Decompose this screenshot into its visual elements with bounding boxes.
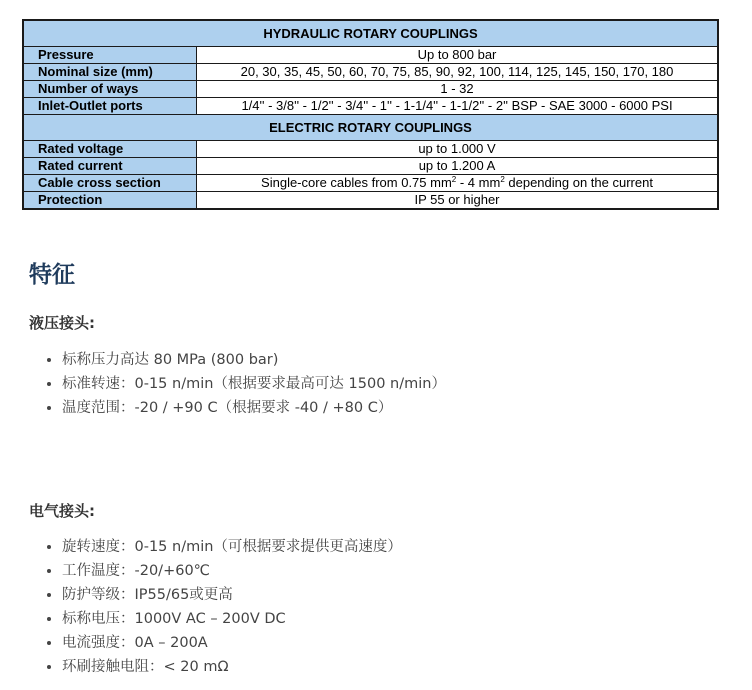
specifications-table [22,19,719,210]
table-row [23,141,718,158]
hydraulic-features-list [40,348,446,420]
row-label-nominal-size: Nominal size (mm) [23,64,197,81]
list-item: • 温度范围：-20 / +90 C（根据要求 -40 / +80 C） [62,396,446,420]
row-value-inlet-outlet-ports: 1/4'' - 3/8'' - 1/2'' - 3/4'' - 1'' - 1-1/4'' - 1-1/2'' - 2'' BSP - SAE 3000 - 6000 PSI [197,98,719,115]
cable-text-part3: depending on the current [504,175,653,190]
table-row [23,47,718,64]
hydraulic-section-header [23,20,718,47]
features-heading: 特征 [29,262,75,288]
row-label-rated-current: Rated current [23,158,197,175]
list-item: • 防护等级：IP55/65或更高 [62,583,402,607]
list-item: • 标准转速：0-15 n/min（根据要求最高可达 1500 n/min） [62,372,446,396]
list-item: • 电流强度：0A – 200A [62,631,402,655]
table-row [23,192,718,210]
hydraulic-features-title: 液压接头: [29,314,95,332]
hydraulic-section-title: HYDRAULIC ROTARY COUPLINGS [23,20,718,47]
list-item: • 标称电压：1000V AC – 200V DC [62,607,402,631]
cable-text-part2: - 4 mm [456,175,501,190]
electric-section-header [23,115,718,141]
table-row [23,98,718,115]
row-value-pressure: Up to 800 bar [197,47,719,64]
list-item: • 旋转速度：0-15 n/min（可根据要求提供更高速度） [62,535,402,559]
row-label-cable-cross-section: Cable cross section [23,175,197,192]
row-label-pressure: Pressure [23,47,197,64]
row-label-number-of-ways: Number of ways [23,81,197,98]
row-value-protection: IP 55 or higher [197,192,719,210]
row-value-number-of-ways: 1 - 32 [197,81,719,98]
row-value-rated-current: up to 1.200 A [197,158,719,175]
list-item: • 环刷接触电阻：< 20 mΩ [62,655,402,679]
table-row [23,158,718,175]
superscript-squared: 2 [451,175,457,184]
table-row [23,81,718,98]
row-label-inlet-outlet-ports: Inlet-Outlet ports [23,98,197,115]
row-label-rated-voltage: Rated voltage [23,141,197,158]
list-item: • 工作温度：-20/+60℃ [62,559,402,583]
list-item: • 标称压力高达 80 MPa (800 bar) [62,348,446,372]
row-label-protection: Protection [23,192,197,210]
table-row [23,64,718,81]
row-value-rated-voltage: up to 1.000 V [197,141,719,158]
table-row [23,175,718,192]
row-value-nominal-size: 20, 30, 35, 45, 50, 60, 70, 75, 85, 90, 92, 100, 114, 125, 145, 150, 170, 180 [197,64,719,81]
electric-section-title: ELECTRIC ROTARY COUPLINGS [23,115,718,141]
electric-features-title: 电气接头: [29,502,95,520]
row-value-cable-cross-section [197,175,719,192]
superscript-squared: 2 [500,175,505,184]
cable-text-part1: Single-core cables from 0.75 mm [261,175,452,190]
electric-features-list [40,535,402,679]
